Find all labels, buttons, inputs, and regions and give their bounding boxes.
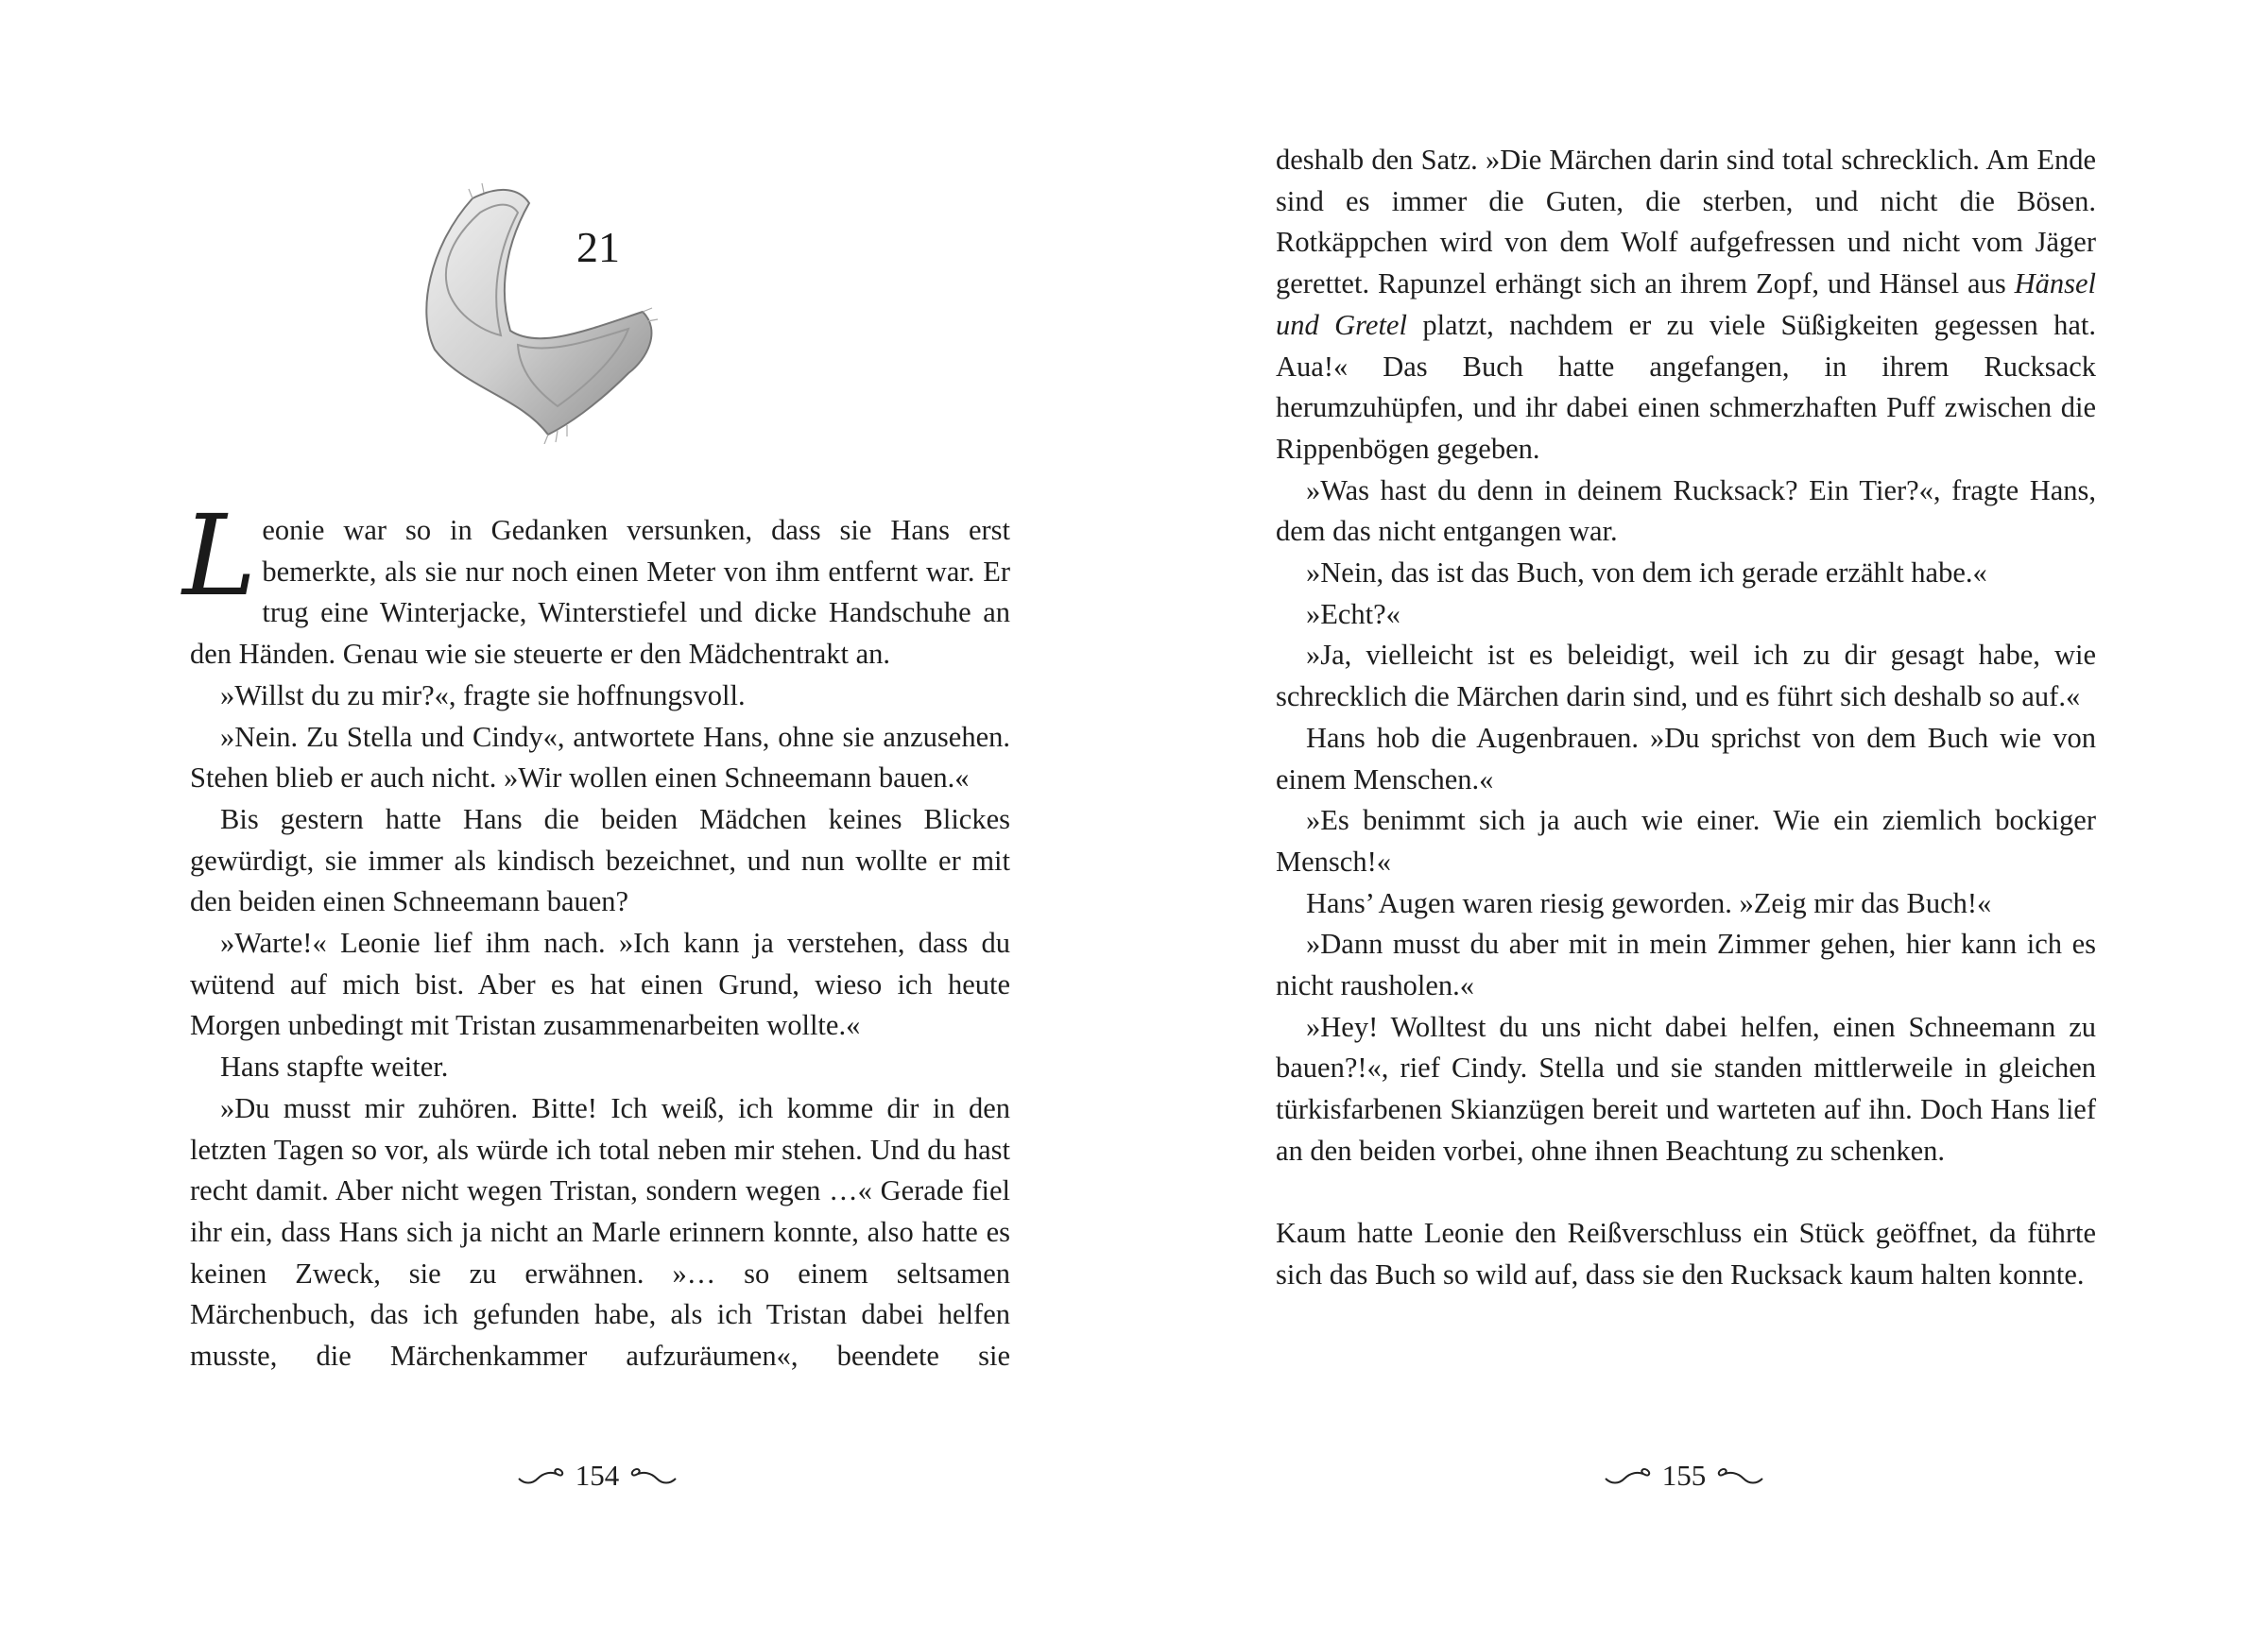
paragraph: »Nein, das ist das Buch, von dem ich gerade erzählt habe.« — [1306, 556, 1987, 590]
right-page — [1134, 0, 2268, 1642]
paragraph: »Willst du zu mir?«, fragte sie hoffnungsvoll. — [220, 678, 746, 711]
flourish-left-icon — [1604, 1465, 1653, 1486]
paragraph: Hans hob die Augenbrauen. »Du sprichst von dem Buch wie von einem Menschen.« — [1276, 721, 2096, 795]
page-number-footer — [1542, 1452, 1826, 1499]
flourish-right-icon — [628, 1465, 678, 1486]
paragraph: »Es benimmt sich ja auch wie einer. Wie ein ziemlich bockiger Mensch!« — [1276, 804, 2096, 878]
flying-carpet-icon — [406, 170, 671, 444]
paragraph: Kaum hatte Leonie den Reißverschluss ein Stück geöffnet, da führte sich das Buch so wild auf, dass sie den Rucksack kaum halten konnte. — [1276, 1217, 2096, 1291]
page-number: 155 — [1661, 1459, 1707, 1492]
paragraph: »Dann musst du aber mit in mein Zimmer gehen, hier kann ich es nicht rausholen.« — [1276, 928, 2096, 1002]
chapter-heading — [406, 170, 690, 453]
right-text-column — [1276, 140, 2096, 1296]
paragraph: »Nein. Zu Stella und Cindy«, antwortete Hans, ohne sie anzusehen. Stehen blieb er auch nicht. »Wir wollen einen Schneemann bauen.« — [190, 720, 1010, 795]
flourish-left-icon — [517, 1465, 566, 1486]
paragraph: »Ja, vielleicht ist es beleidigt, weil ich zu dir gesagt habe, wie schrecklich die Märchen darin sind, und es führt sich deshalb so auf.« — [1276, 639, 2096, 713]
paragraph: »Du musst mir zuhören. Bitte! Ich weiß, ich komme dir in den letzten Tagen so vor, als würde ich total neben mir stehen. Und du hast recht damit. Aber nicht wegen Tristan, sondern wegen …« Gerade fiel ihr ein, dass Hans sich ja nicht an Marle erinnern konnte, also hatte es keinen Zweck, sie zu erwähnen. »… so einem seltsamen Märchenbuch, das ich gefunden habe, als ich Tristan dabei helfen musste, die Märchenkammer aufzuräumen«, beendete sie — [190, 1091, 1010, 1373]
paragraph-text: eonie war so in Gedanken versunken, dass sie Hans erst bemerkte, als sie nur noch einen Meter von ihm entfernt war. Er trug eine Winterjacke, Winterstiefel und dicke Handschuhe an den Händen. Genau wie sie steuerte er den Mädchentrakt an. — [190, 514, 1010, 671]
paragraph-text: deshalb den Satz. »Die Märchen darin sind total schrecklich. Am Ende sind es immer die Guten, die sterben, und nicht die Bösen. Rotkäppchen wird von dem Wolf aufgefressen und nicht vom Jäger gerettet. Rapunzel erhängt sich an ihrem Zopf, und Hänsel aus — [1276, 144, 2096, 300]
page-number: 154 — [575, 1459, 620, 1492]
left-text-column — [182, 490, 1010, 1377]
paragraph: »Was hast du denn in deinem Rucksack? Ein Tier?«, fragte Hans, dem das nicht entgangen war. — [1276, 473, 2096, 548]
paragraph — [182, 490, 1010, 676]
paragraph: »Warte!« Leonie lief ihm nach. »Ich kann ja verstehen, dass du wütend auf mich bist. Aber es hat einen Grund, wieso ich heute Morgen unbedingt mit Tristan zusammenarbeiten wollte.« — [190, 927, 1010, 1042]
paragraph: »Hey! Wolltest du uns nicht dabei helfen, einen Schneemann zu bauen?!«, rief Cindy. Stella und sie standen mittlerweile in gleichen türkisfarbenen Skianzügen bereit und warteten auf ihn. Doch Hans lief an den beiden vorbei, ohne ihnen Beachtung zu schenken. — [1276, 1010, 2096, 1167]
paragraph: Hans’ Augen waren riesig geworden. »Zeig mir das Buch!« — [1306, 886, 1992, 919]
paragraph: Bis gestern hatte Hans die beiden Mädchen keines Blickes gewürdigt, sie immer als kindisch bezeichnet, und nun wollte er mit den beiden einen Schneemann bauen? — [190, 802, 1010, 918]
flourish-right-icon — [1715, 1465, 1764, 1486]
section-break — [1276, 1172, 2096, 1214]
drop-cap: L — [182, 490, 257, 621]
chapter-number: 21 — [576, 223, 620, 271]
italic-title: Hänsel und Gretel — [1276, 267, 2096, 341]
paragraph-text: platzt, nachdem er zu viele Süßigkeiten gegessen hat. Aua!« Das Buch hatte angefangen, in ihrem Rucksack herumzuhüpfen, und ihr dabei einen schmerzhaften Puff zwischen die Rippenbögen gegeben. — [1276, 308, 2096, 465]
paragraph: »Echt?« — [1306, 597, 1400, 630]
paragraph: Hans stapfte weiter. — [220, 1051, 449, 1084]
paragraph — [1276, 140, 2096, 470]
page-number-footer — [455, 1452, 739, 1499]
